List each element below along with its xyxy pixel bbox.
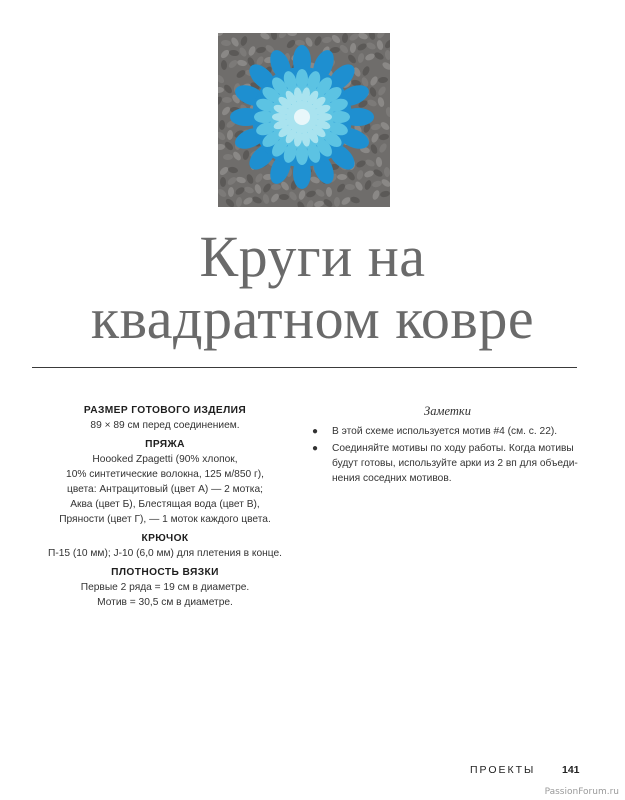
page-footer [0, 764, 625, 778]
notes-column [305, 404, 590, 488]
crochet-motif-image [218, 33, 390, 207]
size-heading: РАЗМЕР ГОТОВОГО ИЗДЕЛИЯ [83, 405, 247, 416]
yarn-heading: ПРЯЖА [145, 439, 185, 450]
notes-heading: Заметки [424, 404, 471, 418]
section-name: ПРОЕКТЫ [470, 764, 536, 776]
notes-list [305, 424, 590, 486]
gauge-line: Первые 2 ряда = 19 см в диаметре. [80, 582, 250, 593]
yarn-line: Пряности (цвет Г), — 1 моток каждого цвета. [59, 514, 271, 525]
notes-item-text: В этой схеме используется мотив #4 (см. с. 22). [332, 426, 558, 437]
hook-heading: КРЮЧОК [141, 533, 189, 544]
inner-petal [272, 113, 288, 121]
motif-center [294, 109, 310, 125]
notes-item [305, 424, 590, 439]
title-line-1: Круги на [199, 224, 426, 289]
page-title [0, 226, 625, 350]
notes-item [305, 441, 590, 486]
yarn-line: Аква (цвет Б), Блестящая вода (цвет В), [70, 499, 260, 510]
title-line-2: квадратном ковре [90, 286, 535, 351]
divider-rule [32, 367, 577, 368]
page-number: 141 [562, 764, 580, 776]
bullet-icon: ● [312, 443, 319, 454]
crochet-motif-photo [218, 33, 390, 207]
bullet-icon: ● [312, 426, 319, 437]
gauge-heading: ПЛОТНОСТЬ ВЯЗКИ [111, 567, 219, 578]
inner-petal [316, 113, 332, 121]
specs-column [30, 403, 300, 610]
notes-item-text: Соединяйте мотивы по ходу работы. Когда мотивы будут готовы, используйте арки из 2 вп для объеди-нения соседних мотивов. [332, 443, 578, 484]
gauge-line: Мотив = 30,5 см в диаметре. [97, 597, 233, 608]
size-text: 89 × 89 см перед соединением. [90, 420, 240, 431]
hook-text: П-15 (10 мм); J-10 (6,0 мм) для плетения в конце. [48, 548, 282, 559]
yarn-line: цвета: Антрацитовый (цвет А) — 2 мотка; [67, 484, 263, 495]
yarn-line: Hoooked Zpagetti (90% хлопок, [92, 454, 238, 465]
yarn-stitch [337, 174, 347, 180]
yarn-line: 10% синтетические волокна, 125 м/850 г), [66, 469, 264, 480]
watermark: PassionForum.ru [544, 787, 619, 797]
